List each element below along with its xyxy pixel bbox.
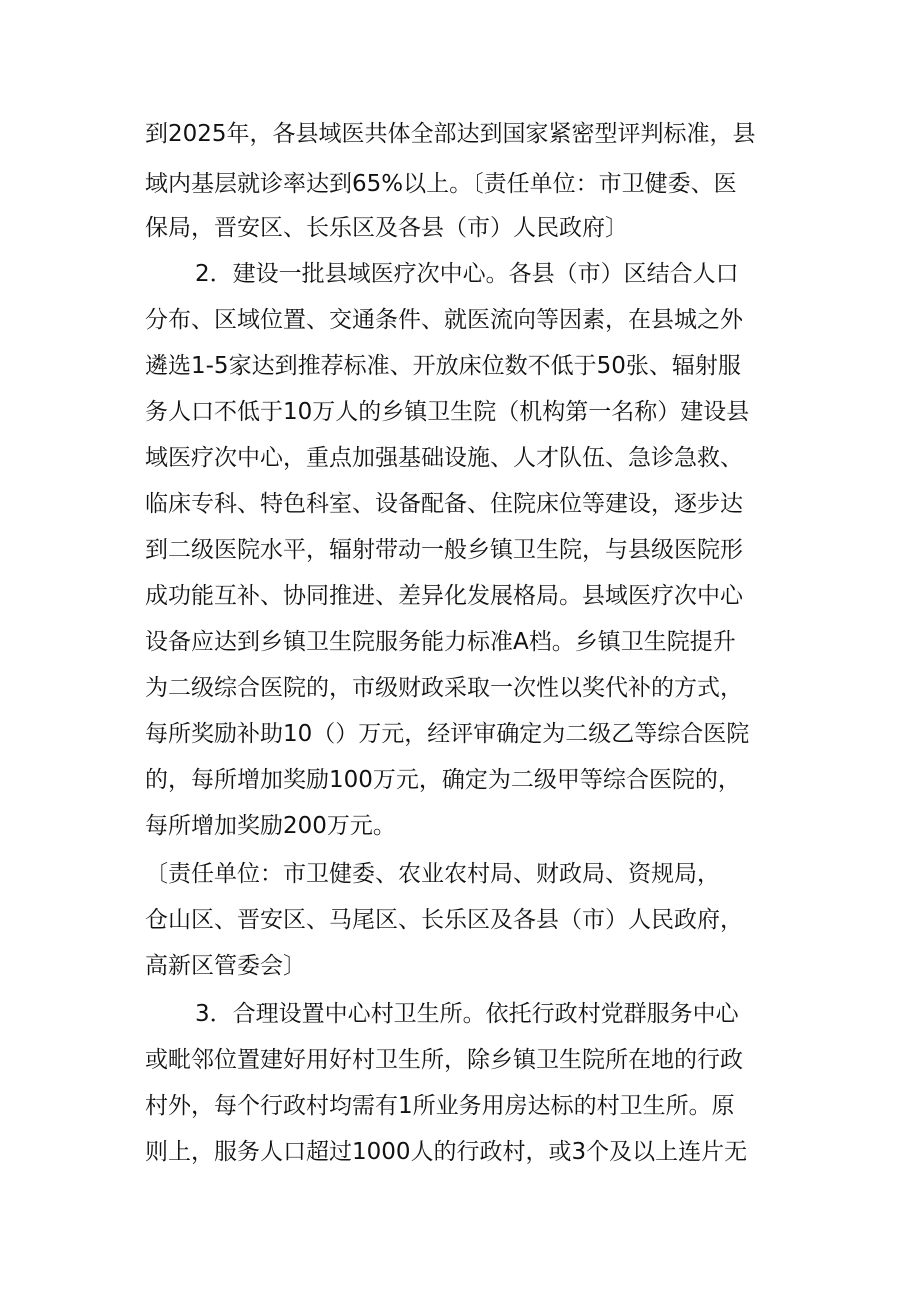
text-line: 遴选1-5家达到推荐标准、开放床位数不低于50张、辐射服 xyxy=(145,353,741,379)
text-line: 为二级综合医院的，市级财政采取一次性以奖代补的方式， xyxy=(145,675,743,701)
text-line: 务人口不低于10万人的乡镇卫生院（机构第一名称）建设县 xyxy=(145,399,750,425)
text-line: 或毗邻位置建好用好村卫生所，除乡镇卫生院所在地的行政 xyxy=(145,1047,743,1073)
text-line: 到二级医院水平，辐射带动一般乡镇卫生院，与县级医院形 xyxy=(145,537,743,563)
text-line: 临床专科、特色科室、设备配备、住院床位等建设，逐步达 xyxy=(145,491,743,517)
text-line: 的，每所增加奖励100万元，确定为二级甲等综合医院的， xyxy=(145,767,741,793)
text-line: 域内基层就诊率达到65%以上。〔责任单位：市卫健委、医 xyxy=(145,171,737,197)
text-line: 每所奖励补助10（）万元，经评审确定为二级乙等综合医院 xyxy=(145,721,750,747)
text-line: 成功能互补、协同推进、差异化发展格局。县域医疗次中心 xyxy=(145,583,743,609)
text-line: 仓山区、晋安区、马尾区、长乐区及各县（市）人民政府， xyxy=(145,907,743,933)
text-line: 村外，每个行政村均需有1所业务用房达标的村卫生所。原 xyxy=(145,1093,735,1119)
text-line: 到2025年，各县域医共体全部达到国家紧密型评判标准，县 xyxy=(145,121,756,147)
text-line: 保局，晋安区、长乐区及各县（市）人民政府〕 xyxy=(145,215,628,241)
text-line: 设备应达到乡镇卫生院服务能力标准A档。乡镇卫生院提升 xyxy=(145,629,736,655)
text-line: 每所增加奖励200万元。 xyxy=(145,813,396,839)
text-line: 域医疗次中心，重点加强基础设施、人才队伍、急诊急救、 xyxy=(145,445,743,471)
section-heading-line: 2．建设一批县域医疗次中心。各县（市）区结合人口 xyxy=(195,261,739,287)
text-line: 高新区管委会〕 xyxy=(145,953,306,979)
section-heading-line: 3．合理设置中心村卫生所。依托行政村党群服务中心 xyxy=(195,1001,739,1027)
text-line: 分布、区域位置、交通条件、就医流向等因素，在县城之外 xyxy=(145,307,743,333)
responsibility-line: 〔责任单位：市卫健委、农业农村局、财政局、资规局， xyxy=(145,861,720,887)
text-line: 则上，服务人口超过1000人的行政村，或3个及以上连片无 xyxy=(145,1139,748,1165)
